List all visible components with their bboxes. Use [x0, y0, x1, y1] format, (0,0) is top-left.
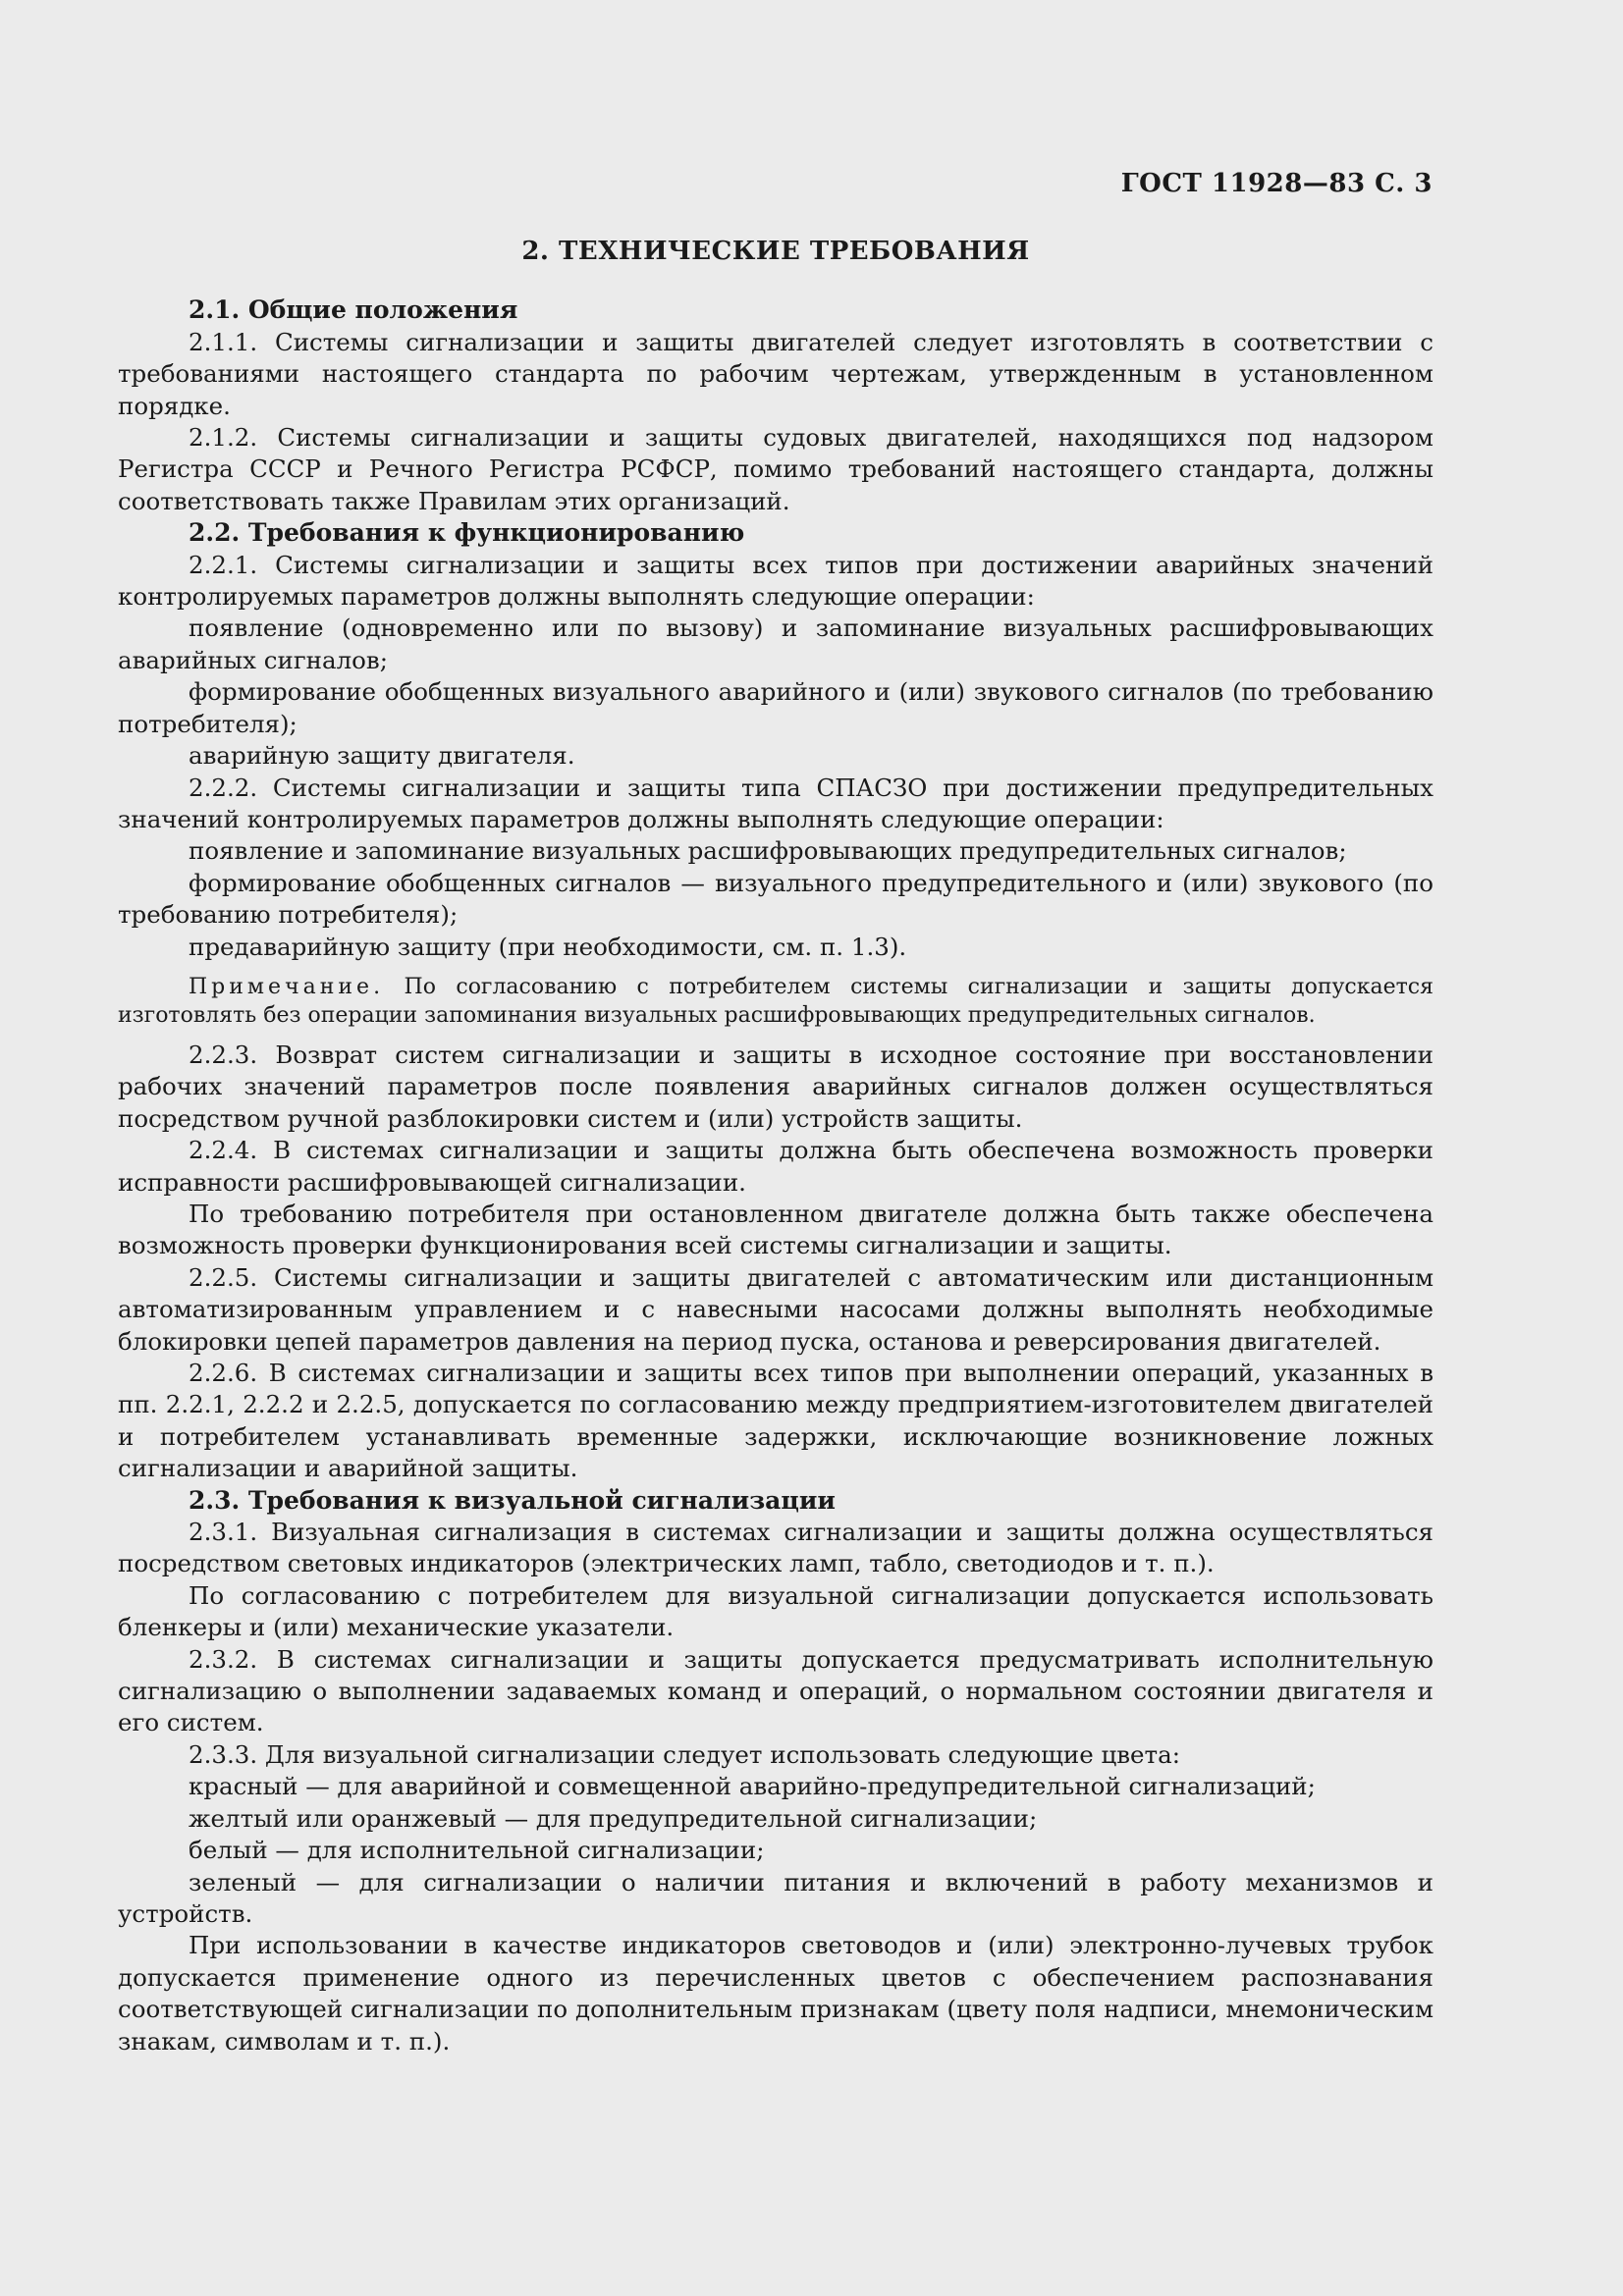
list-item: аварийную защиту двигателя.	[189, 741, 575, 771]
paragraph: 2.1.2. Системы сигнализации и защиты судовых двигателей, находящихся под надзором Регистра СССР и Речного Регистра РСФСР, помимо требований настоящего стандарта, должны соответствовать также Правилам этих организаций.	[118, 423, 1434, 515]
note-label: Примечание.	[189, 974, 385, 999]
paragraph: По требованию потребителя при остановленном двигателе должна быть также обеспечена возможность проверки функционирования всей системы сигнализации и защиты.	[118, 1199, 1434, 1260]
paragraph: 2.3.3. Для визуальной сигнализации следует использовать следующие цвета:	[189, 1739, 1180, 1769]
paragraph: 2.2.1. Системы сигнализации и защиты всех типов при достижении аварийных значений контролируемых параметров должны выполнять следующие операции:	[118, 550, 1434, 612]
list-item: формирование обобщенных визуального аварийного и (или) звукового сигналов (по требованию потребителя);	[118, 677, 1434, 738]
list-item: формирование обобщенных сигналов — визуального предупредительного и (или) звукового (по требованию потребителя);	[118, 868, 1434, 930]
subsection-heading: 2.1. Общие положения	[189, 295, 518, 325]
list-item: зеленый — для сигнализации о наличии питания и включений в работу механизмов и устройств.	[118, 1867, 1434, 1928]
list-item: появление и запоминание визуальных расшифровывающих предупредительных сигналов;	[189, 836, 1347, 866]
paragraph: По согласованию с потребителем для визуальной сигнализации допускается использовать бленкеры и (или) механические указатели.	[118, 1580, 1434, 1642]
subsection-heading: 2.2. Требования к функционированию	[189, 518, 745, 548]
page-header-doc-ref: ГОСТ 11928—83 С. 3	[1120, 169, 1433, 198]
list-item: красный — для аварийной и совмещенной аварийно-предупредительной сигнализаций;	[189, 1772, 1316, 1801]
paragraph: 2.2.3. Возврат систем сигнализации и защиты в исходное состояние при восстановлении рабочих значений параметров после появления аварийных сигналов должен осуществляться посредством ручной разблокировки систем и (или) устройств защиты.	[118, 1040, 1434, 1133]
document-body	[118, 236, 1434, 2057]
note	[118, 973, 1434, 1030]
paragraph: 2.3.2. В системах сигнализации и защиты допускается предусматривать исполнительную сигнализацию о выполнении задаваемых команд и операций, о нормальном состоянии двигателя и его систем.	[118, 1644, 1434, 1737]
paragraph: При использовании в качестве индикаторов световодов и (или) электронно-лучевых трубок допускается применение одного из перечисленных цветов с обеспечением распознавания соответствующей сигнализации по дополнительным признакам (цвету поля надписи, мнемоническим знакам, символам и т. п.).	[118, 1931, 1434, 2056]
list-item: предаварийную защиту (при необходимости, см. п. 1.3).	[189, 932, 907, 961]
paragraph: 2.2.2. Системы сигнализации и защиты типа СПАСЗО при достижении предупредительных значений контролируемых параметров должны выполнять следующие операции:	[118, 773, 1434, 833]
paragraph: 2.1.1. Системы сигнализации и защиты двигателей следует изготовлять в соответствии с требованиями настоящего стандарта по рабочим чертежам, утвержденным в установленном порядке.	[118, 327, 1434, 420]
paragraph: 2.2.4. В системах сигнализации и защиты должна быть обеспечена возможность проверки исправности расшифровывающей сигнализации.	[118, 1136, 1434, 1197]
paragraph: 2.2.5. Системы сигнализации и защиты двигателей с автоматическим или дистанционным автоматизированным управлением и с навесными насосами должны выполнять необходимые блокировки цепей параметров давления на период пуска, останова и реверсирования двигателей.	[118, 1262, 1434, 1356]
list-item: появление (одновременно или по вызову) и запоминание визуальных расшифровывающих аварийных сигналов;	[118, 614, 1434, 674]
section-title: 2. ТЕХНИЧЕСКИЕ ТРЕБОВАНИЯ	[521, 237, 1030, 266]
list-item: белый — для исполнительной сигнализации;	[189, 1836, 765, 1865]
note-text: По согласованию с потребителем системы сигнализации и защиты допускается изготовлять без операции запоминания визуальных расшифровывающих предупредительных сигналов.	[118, 974, 1434, 1028]
paragraph: 2.2.6. В системах сигнализации и защиты всех типов при выполнении операций, указанных в пп. 2.2.1, 2.2.2 и 2.2.5, допускается по согласованию между предприятием-изготовителем двигателей и потребителем устанавливать временные задержки, исключающие возникновение ложных сигнализации и аварийной защиты.	[118, 1359, 1434, 1483]
subsection-heading: 2.3. Требования к визуальной сигнализации	[189, 1485, 836, 1515]
list-item: желтый или оранжевый — для предупредительной сигнализации;	[189, 1803, 1038, 1833]
paragraph: 2.3.1. Визуальная сигнализация в системах сигнализации и защиты должна осуществляться посредством световых индикаторов (электрических ламп, табло, светодиодов и т. п.).	[118, 1518, 1434, 1578]
